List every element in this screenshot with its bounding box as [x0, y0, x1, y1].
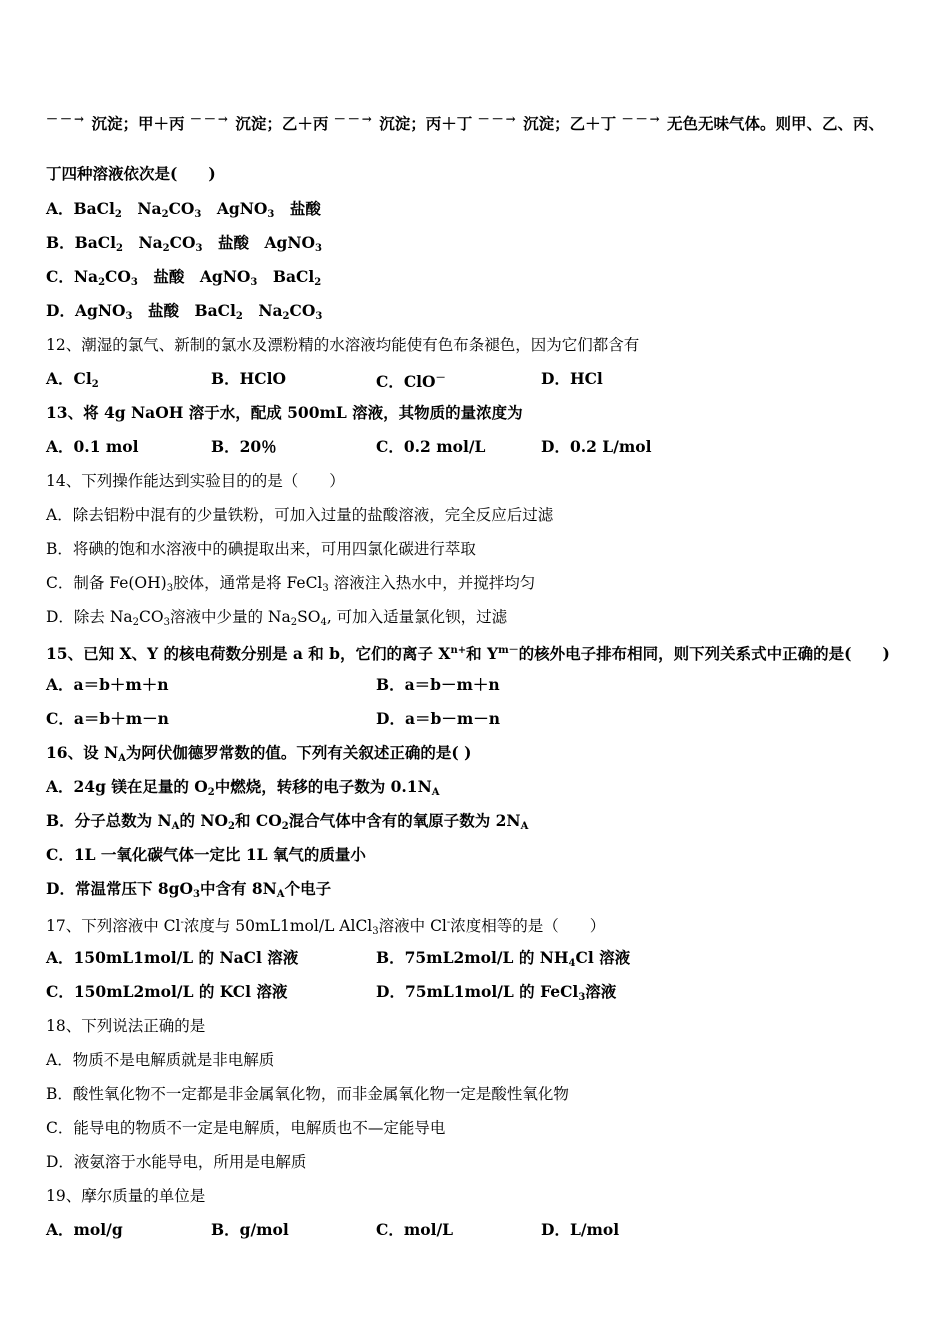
q17-option-c: C．150mL2mol/L 的 KCl 溶液: [46, 982, 288, 1001]
q14-option-b: B．将碘的饱和水溶液中的碘提取出来，可用四氯化碳进行萃取: [46, 540, 476, 558]
q16-option-d: D．常温常压下 $8gO_3$中含有 $8N_A$个电子: [46, 879, 332, 900]
q12-option-d: D．HCl: [541, 369, 603, 388]
q11-option-c: C．$Na_2CO_3$ 盐酸 AgNO$_3$ BaCl$_2$: [46, 267, 322, 288]
q12-option-b: B．HClO: [211, 369, 286, 388]
q16-option-a: A．24g 镁在足量的 $O_2$中燃烧，转移的电子数为 $0.1N_A$: [46, 777, 440, 798]
q15-option-d: D．a＝b－m－n: [376, 709, 500, 728]
q15-option-c: C．a＝b＋m－n: [46, 709, 169, 728]
q15-stem: 15、已知 X、Y 的核电荷数分别是 a 和 b，它们的离子 $X^{n+}$和 $Y^{m-}$的核外电子排布相同，则下列关系式中正确的是( ): [46, 644, 890, 663]
q11-text-1: 沉淀；甲＋丙: [91, 114, 185, 133]
q15-option-b: B．a＝b－m＋n: [376, 675, 500, 694]
q18-option-a: A．物质不是电解质就是非电解质: [46, 1051, 275, 1069]
q19-option-b: B．g/mol: [211, 1220, 289, 1239]
q17-stem: 17、下列溶液中 Cl-浓度与 50mL1mol/L AlCl$_3$溶液中 Cl-浓度相等的是（ ）: [46, 917, 606, 937]
q17-option-a: A．150mL1mol/L 的 NaCl 溶液: [46, 948, 299, 967]
q16-option-b: B．分子总数为 $N_A$的 $NO_2$和 $CO_2$混合气体中含有的氧原子数为 $2N_A$: [46, 811, 529, 832]
q13-option-b: B．20％: [211, 437, 277, 456]
q12-stem: 12、潮湿的氯气、新制的氯水及漂粉精的水溶液均能使有色布条褪色，因为它们都含有: [46, 336, 640, 354]
q16-option-c: C．1L 一氧化碳气体一定比 1L 氧气的质量小: [46, 845, 366, 864]
q11-text-3: 沉淀；丙＋丁: [379, 114, 473, 133]
q11-option-b: B．BaCl$_2$ $Na_2CO_3$ 盐酸 AgNO$_3$: [46, 233, 322, 254]
q19-option-a: A．mol/g: [46, 1220, 123, 1239]
q13-option-d: D．0.2 L/mol: [541, 437, 652, 456]
q11-reaction-line: [46, 114, 884, 135]
q13-option-a: A．0.1 mol: [46, 437, 139, 456]
q14-option-a: A．除去铝粉中混有的少量铁粉，可加入过量的盐酸溶液，完全反应后过滤: [46, 506, 554, 524]
q12-option-c: C．ClO－: [376, 372, 446, 391]
q19-stem: 19、摩尔质量的单位是: [46, 1187, 206, 1205]
q19-option-d: D．L/mol: [541, 1220, 620, 1239]
arrow-4: －－→: [477, 112, 518, 126]
arrow-1: －－→: [46, 112, 87, 126]
arrow-3: －－→: [333, 112, 374, 126]
q11-text-2: 沉淀；乙＋丙: [235, 114, 329, 133]
q13-stem: 13、将 4g NaOH 溶于水，配成 500mL 溶液，其物质的量浓度为: [46, 403, 523, 422]
q11-option-d: D．AgNO$_3$ 盐酸 BaCl$_2$ $Na_2CO_3$: [46, 301, 323, 322]
q19-option-c: C．mol/L: [376, 1220, 454, 1239]
q18-option-b: B．酸性氧化物不一定都是非金属氧化物，而非金属氧化物一定是酸性氧化物: [46, 1085, 569, 1103]
q13-option-c: C．0.2 mol/L: [376, 437, 486, 456]
q18-option-c: C．能导电的物质不一定是电解质，电解质也不—定能导电: [46, 1119, 446, 1137]
q11-text-5: 无色无味气体。则甲、乙、丙、: [667, 114, 885, 133]
q14-stem: 14、下列操作能达到实验目的的是（ ）: [46, 472, 345, 490]
q18-stem: 18、下列说法正确的是: [46, 1017, 206, 1035]
arrow-2: －－→: [189, 112, 230, 126]
q17-option-b: B．75mL2mol/L 的 $NH_4Cl$ 溶液: [376, 948, 631, 969]
q11-text-4: 沉淀；乙＋丁: [523, 114, 617, 133]
q17-option-d: D．75mL1mol/L 的 FeCl$_3$溶液: [376, 982, 617, 1003]
q16-stem: 16、设 $N_A$为阿伏伽德罗常数的值。下列有关叙述正确的是( ): [46, 743, 472, 764]
q18-option-d: D．液氨溶于水能导电，所用是电解质: [46, 1153, 307, 1171]
arrow-5: －－→: [621, 112, 662, 126]
q15-option-a: A．a＝b＋m＋n: [46, 675, 169, 694]
q14-option-c: C．制备 $Fe(OH)_3$胶体，通常是将 FeCl$_3$ 溶液注入热水中，并搅拌均匀: [46, 574, 536, 594]
q11-option-a: A．BaCl$_2$ $Na_2CO_3$ AgNO$_3$ 盐酸: [46, 199, 321, 220]
q14-option-d: D．除去 $Na_2CO_3$溶液中少量的 $Na_2SO_4$, 可加入适量氯化钡，过滤: [46, 608, 508, 628]
q12-option-a: A．$Cl_2$: [46, 369, 99, 390]
q11-stem-end: 丁四种溶液依次是( ): [46, 164, 216, 183]
